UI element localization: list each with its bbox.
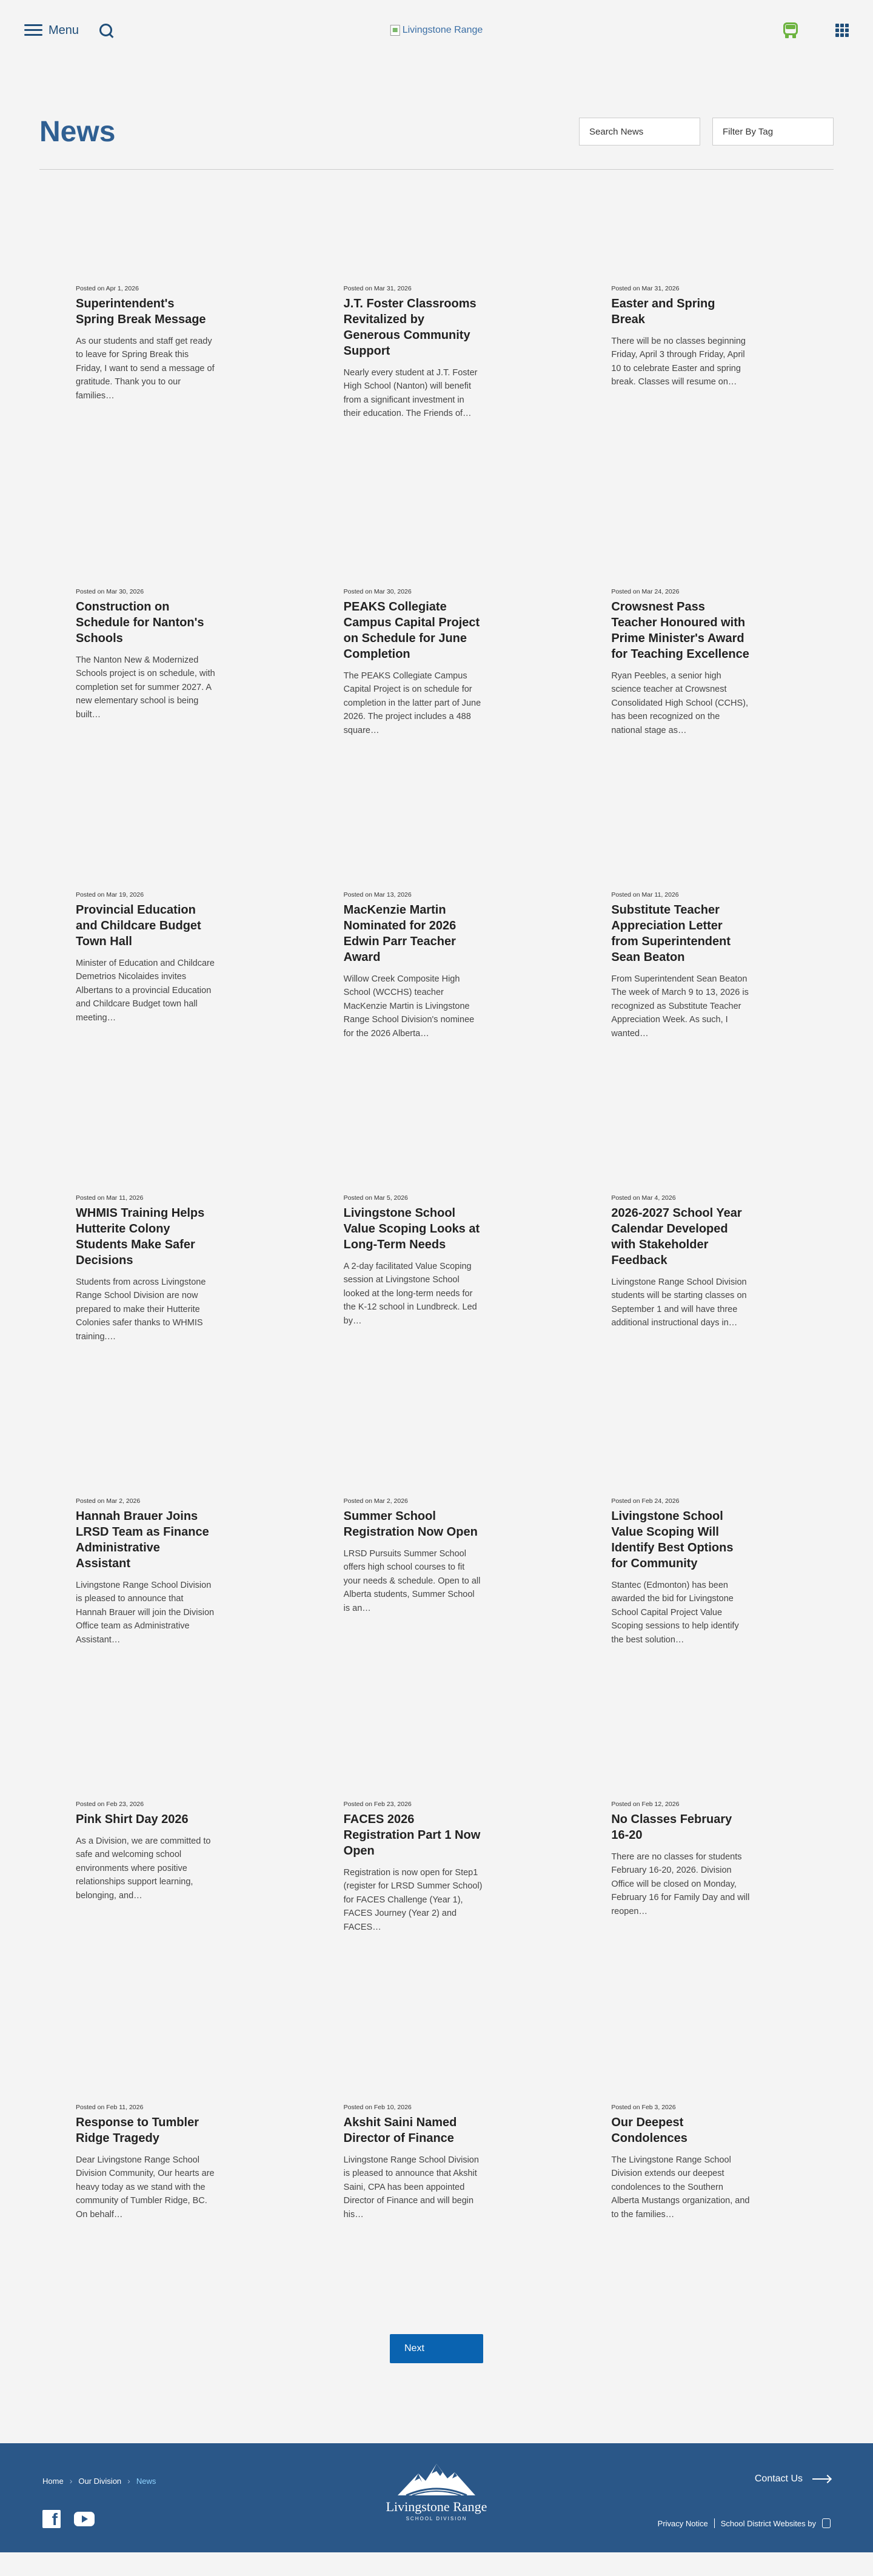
- news-card[interactable]: [304, 1079, 569, 1382]
- post-title[interactable]: 2026-2027 School Year Calendar Developed with Stakeholder Feedback: [611, 1206, 742, 1267]
- search-icon[interactable]: [98, 22, 114, 38]
- breadcrumb-news: News: [136, 2476, 156, 2486]
- post-date: Posted on Mar 5, 2026: [343, 1194, 408, 1202]
- post-title[interactable]: Provincial Education and Childcare Budget Town Hall: [76, 903, 201, 948]
- youtube-icon[interactable]: [74, 2512, 95, 2526]
- news-card[interactable]: [569, 1079, 834, 1382]
- post-excerpt: Livingstone Range School Division is pleased to announce that Hannah Brauer will join the Division Office team as Administrative Assistant…: [76, 1581, 215, 1645]
- post-title[interactable]: Livingstone School Value Scoping Looks at Long-Term Needs: [343, 1206, 480, 1251]
- footer-logo-sub: SCHOOL DIVISION: [406, 2516, 467, 2521]
- post-date: Posted on Mar 13, 2026: [343, 891, 412, 898]
- card-inner: [344, 285, 483, 421]
- divider: [714, 2518, 715, 2528]
- news-card[interactable]: [39, 1079, 304, 1382]
- news-card[interactable]: [39, 1989, 304, 2292]
- post-excerpt: There are no classes for students February 16-20, 2026. Division Office will be closed on Monday, February 16 for Family Day and will reopen…: [611, 1852, 750, 1916]
- post-excerpt: There will be no classes beginning Friday, April 3 through Friday, April 10 to celebrate Easter and spring break. Classes will resume on…: [611, 336, 746, 387]
- pagination: [0, 2292, 873, 2443]
- card-inner: [611, 588, 751, 737]
- news-card[interactable]: [304, 776, 569, 1079]
- post-title[interactable]: FACES 2026 Registration Part 1 Now Open: [343, 1813, 481, 1858]
- post-excerpt: Nearly every student at J.T. Foster High School (Nanton) will benefit from a significant investment in their education. The Friends of…: [343, 368, 478, 419]
- privacy-notice-link[interactable]: Privacy Notice: [657, 2518, 708, 2528]
- post-date: Posted on Mar 24, 2026: [611, 588, 680, 595]
- card-inner: [344, 1497, 483, 1615]
- post-title[interactable]: Our Deepest Condolences: [611, 2116, 687, 2145]
- search-news-input[interactable]: [579, 118, 700, 146]
- post-excerpt: Registration is now open for Step1 (register for LRSD Summer School) for FACES Challenge (Year 1), FACES Journey (Year 2) and FACES…: [343, 1868, 483, 1932]
- post-date: Posted on Mar 2, 2026: [343, 1497, 408, 1505]
- footer-links: [658, 2518, 831, 2528]
- card-inner: [611, 1194, 751, 1330]
- page-title: News: [39, 116, 116, 148]
- news-card[interactable]: [39, 776, 304, 1079]
- header-right: [782, 22, 849, 39]
- post-excerpt: Livingstone Range School Division is pleased to announce that Akshit Saini, CPA has been appointed Director of Finance and will begin his…: [343, 2155, 479, 2220]
- card-inner: [344, 1801, 483, 1934]
- post-date: Posted on Mar 2, 2026: [76, 1497, 141, 1505]
- contact-us-label: Contact Us: [754, 2474, 803, 2484]
- post-title[interactable]: Summer School Registration Now Open: [343, 1510, 478, 1539]
- post-title[interactable]: Substitute Teacher Appreciation Letter from Superintendent Sean Beaton: [611, 903, 731, 964]
- news-card[interactable]: [39, 170, 304, 473]
- news-card[interactable]: [569, 170, 834, 473]
- card-inner: [76, 285, 215, 403]
- arrow-right-icon: [812, 2478, 831, 2480]
- card-inner: [76, 588, 215, 721]
- news-card[interactable]: [569, 473, 834, 776]
- card-inner: [344, 2104, 483, 2221]
- breadcrumb: [42, 2476, 156, 2486]
- post-title[interactable]: Superintendent's Spring Break Message: [76, 297, 206, 326]
- news-grid: [0, 170, 873, 2292]
- footer-logo[interactable]: [376, 2460, 497, 2521]
- post-title[interactable]: PEAKS Collegiate Campus Capital Project on Schedule for June Completion: [343, 600, 480, 661]
- post-date: Posted on Feb 3, 2026: [611, 2104, 676, 2111]
- news-card[interactable]: [569, 1989, 834, 2292]
- breadcrumb-home[interactable]: Home: [42, 2476, 64, 2486]
- card-inner: [76, 891, 215, 1025]
- news-card[interactable]: [304, 170, 569, 473]
- post-title[interactable]: Easter and Spring Break: [611, 297, 715, 326]
- bus-icon[interactable]: [782, 22, 799, 39]
- contact-us-link[interactable]: [755, 2474, 831, 2484]
- menu-label: Menu: [48, 23, 79, 37]
- post-excerpt: LRSD Pursuits Summer School offers high school courses to fit your needs & schedule. Open to all Alberta students, Summer School is an…: [343, 1549, 481, 1613]
- breadcrumb-our-division[interactable]: Our Division: [78, 2476, 122, 2486]
- post-date: Posted on Feb 24, 2026: [611, 1497, 680, 1505]
- card-inner: [344, 891, 483, 1040]
- post-date: Posted on Feb 23, 2026: [343, 1801, 412, 1808]
- chevron-right-icon: ›: [69, 2476, 73, 2486]
- post-excerpt: The PEAKS Collegiate Campus Capital Project is on schedule for completion in the latter part of June 2026. The project includes a 488 square…: [343, 671, 481, 735]
- post-date: Posted on Mar 11, 2026: [611, 891, 679, 898]
- post-title[interactable]: Akshit Saini Named Director of Finance: [343, 2116, 457, 2145]
- post-date: Posted on Mar 31, 2026: [611, 285, 680, 292]
- menu-button[interactable]: [24, 24, 79, 38]
- post-title[interactable]: Hannah Brauer Joins LRSD Team as Finance Administrative Assistant: [76, 1510, 209, 1570]
- news-card[interactable]: [569, 1685, 834, 1989]
- site-footer: [0, 2443, 873, 2552]
- post-excerpt: Ryan Peebles, a senior high science teacher at Crowsnest Consolidated High School (CCHS), has been recognized on the national stage as…: [611, 671, 748, 735]
- post-title[interactable]: J.T. Foster Classrooms Revitalized by Generous Community Support: [343, 297, 477, 358]
- social-links: [42, 2510, 95, 2528]
- filters: [579, 109, 834, 146]
- post-excerpt: Dear Livingstone Range School Division Community, Our hearts are heavy today as we stand with the community of Tumbler Ridge, BC. On behalf…: [76, 2155, 215, 2220]
- footer-logo-name: Livingstone Range: [386, 2499, 487, 2514]
- post-excerpt: Stantec (Edmonton) has been awarded the bid for Livingstone School Capital Project Value Scoping sessions to help identify the best solution…: [611, 1581, 739, 1645]
- apps-grid-icon[interactable]: [835, 24, 849, 37]
- card-inner: [76, 1801, 215, 1902]
- post-date: Posted on Mar 4, 2026: [611, 1194, 676, 1202]
- post-title[interactable]: Crowsnest Pass Teacher Honoured with Prime Minister's Award for Teaching Excellence: [611, 600, 749, 661]
- post-date: Posted on Feb 10, 2026: [343, 2104, 412, 2111]
- post-excerpt: Students from across Livingstone Range School Division are now prepared to make their Hutterite Colonies safer thanks to WHMIS training.…: [76, 1277, 206, 1342]
- post-date: Posted on Mar 19, 2026: [76, 891, 144, 898]
- post-excerpt: From Superintendent Sean Beaton The week of March 9 to 13, 2026 is recognized as Substitute Teacher Appreciation Week. As such, I wanted…: [611, 974, 749, 1039]
- credit-link[interactable]: School District Websites by: [720, 2518, 816, 2528]
- post-date: Posted on Apr 1, 2026: [76, 285, 139, 292]
- news-card[interactable]: [39, 473, 304, 776]
- post-title[interactable]: No Classes February 16-20: [611, 1813, 732, 1842]
- next-button[interactable]: Next: [390, 2334, 483, 2363]
- card-inner: [611, 1497, 751, 1647]
- post-date: Posted on Mar 11, 2026: [76, 1194, 144, 1202]
- post-title[interactable]: Pink Shirt Day 2026: [76, 1813, 189, 1826]
- post-title[interactable]: MacKenzie Martin Nominated for 2026 Edwin Parr Teacher Award: [343, 903, 457, 964]
- post-date: Posted on Mar 31, 2026: [343, 285, 412, 292]
- news-card[interactable]: [39, 1685, 304, 1989]
- post-date: Posted on Mar 30, 2026: [343, 588, 412, 595]
- card-inner: [611, 1801, 751, 1918]
- post-title[interactable]: Construction on Schedule for Nanton's Schools: [76, 600, 204, 645]
- header-logo-alt: Livingstone Range: [402, 25, 483, 35]
- post-excerpt: As a Division, we are committed to safe and welcoming school environments where positive relationships support learning, belonging, and…: [76, 1836, 211, 1901]
- post-date: Posted on Mar 30, 2026: [76, 588, 144, 595]
- card-inner: [611, 285, 751, 389]
- post-date: Posted on Feb 23, 2026: [76, 1801, 144, 1808]
- news-card[interactable]: [569, 776, 834, 1079]
- post-title[interactable]: Livingstone School Value Scoping Will Identify Best Options for Community: [611, 1510, 734, 1570]
- post-excerpt: The Nanton New & Modernized Schools project is on schedule, with completion set for summer 2027. A new elementary school is being built…: [76, 655, 215, 720]
- card-inner: [611, 2104, 751, 2221]
- hamburger-icon: [24, 24, 42, 36]
- title-bar: [39, 109, 834, 170]
- card-inner: [76, 2104, 215, 2221]
- broken-image-icon: [390, 25, 400, 36]
- news-card[interactable]: [304, 1382, 569, 1685]
- post-excerpt: Willow Creek Composite High School (WCCHS) teacher MacKenzie Martin is Livingstone Range School Division's nominee for the 2026 Alberta…: [343, 974, 475, 1039]
- mountain-logo-icon: [394, 2460, 479, 2498]
- news-card[interactable]: [39, 1382, 304, 1685]
- card-inner: [344, 588, 483, 737]
- site-header: [0, 0, 873, 61]
- card-inner: [344, 1194, 483, 1328]
- post-date: Posted on Feb 11, 2026: [76, 2104, 144, 2111]
- post-title[interactable]: Response to Tumbler Ridge Tragedy: [76, 2116, 199, 2145]
- post-excerpt: Minister of Education and Childcare Demetrios Nicolaides invites Albertans to a provincial Education and Childcare Budget town hall meeting…: [76, 958, 215, 1023]
- news-card[interactable]: [304, 1685, 569, 1989]
- filter-by-tag-select[interactable]: Filter By Tag: [712, 118, 834, 146]
- schoolsites-logo-icon[interactable]: [822, 2518, 831, 2528]
- post-excerpt: A 2-day facilitated Value Scoping session at Livingstone School looked at the long-term needs for the K-12 school in Lundbreck. Led by…: [343, 1262, 477, 1326]
- news-card[interactable]: [304, 1989, 569, 2292]
- post-title[interactable]: WHMIS Training Helps Hutterite Colony Students Make Safer Decisions: [76, 1206, 205, 1267]
- post-excerpt: The Livingstone Range School Division extends our deepest condolences to the Southern Alberta Mustangs organization, and to the families…: [611, 2155, 750, 2220]
- header-logo[interactable]: [390, 25, 483, 36]
- card-inner: [76, 1194, 215, 1343]
- news-card[interactable]: [569, 1382, 834, 1685]
- facebook-icon[interactable]: [42, 2510, 61, 2528]
- post-excerpt: Livingstone Range School Division students will be starting classes on September 1 and will have three additional instructional days in…: [611, 1277, 747, 1328]
- card-inner: [76, 1497, 215, 1647]
- chevron-right-icon: ›: [127, 2476, 130, 2486]
- header-left: [24, 22, 114, 38]
- post-excerpt: As our students and staff get ready to leave for Spring Break this Friday, I want to send a message of gratitude. Thank you to our families…: [76, 336, 215, 401]
- post-date: Posted on Feb 12, 2026: [611, 1801, 680, 1808]
- card-inner: [611, 891, 751, 1040]
- news-card[interactable]: [304, 473, 569, 776]
